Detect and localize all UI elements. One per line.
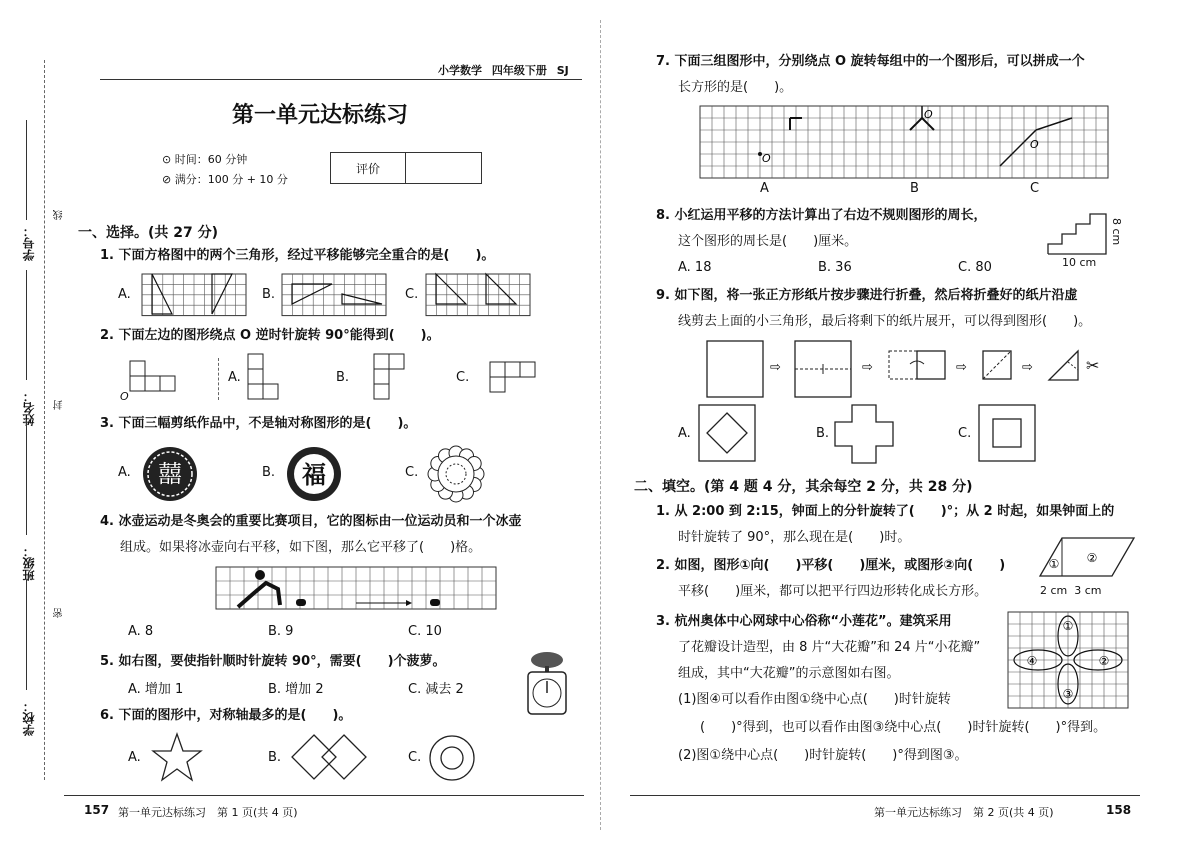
page-title: 第一单元达标练习 — [232, 103, 409, 128]
side-number-label: 学号： — [22, 225, 36, 261]
svg-text:O: O — [1030, 138, 1039, 151]
q7-label-b[interactable]: B — [910, 181, 919, 196]
q4-line2: 组成。如果将冰壶向右平移，如下图，那么它平移了( )格。 — [120, 540, 482, 555]
q6-opt-a[interactable]: A. — [128, 750, 141, 765]
svg-text:④: ④ — [1026, 654, 1038, 668]
q7-rotation-grid — [700, 106, 1108, 178]
arrow-icon: ⇨ — [770, 360, 781, 375]
fold-step-1 — [706, 340, 764, 398]
q9-shape-b — [834, 404, 894, 464]
q2-origin-figure — [120, 356, 190, 404]
q2-opt-c[interactable]: C. — [456, 370, 470, 385]
q4-line1: 4. 冰壶运动是冬奥会的重要比赛项目，它的图标由一位运动员和一个冰壶 — [100, 514, 522, 529]
q1-grid-b — [282, 274, 386, 316]
arrow-icon: ⇨ — [862, 360, 873, 375]
clock-icon: ⊙ — [162, 153, 175, 166]
q8-width-label: 10 cm — [1062, 256, 1097, 269]
f1-line1: 1. 从 2:00 到 2:15，钟面上的分针旋转了( )°；从 2 时起，如果钟面上的 — [656, 504, 1115, 519]
svg-text:②: ② — [1086, 551, 1098, 565]
section2-title: 二、填空。(第 4 题 4 分，其余每空 2 分，共 28 分) — [634, 479, 973, 495]
q2-divider — [218, 358, 219, 400]
fold-step-3 — [888, 350, 946, 382]
q7-label-c[interactable]: C — [1030, 181, 1040, 196]
q7-line1: 7. 下面三组图形中，分别绕点 O 旋转每组中的一个图形后，可以拼成一个 — [656, 54, 1085, 69]
svg-text:福: 福 — [302, 461, 326, 489]
side-number-blank — [26, 120, 27, 220]
q8-opt-c[interactable]: C. 80 — [958, 260, 992, 275]
fold-step-2 — [794, 340, 854, 398]
q2-figure-c — [490, 362, 550, 398]
f3-line2: 了花瓣设计造型，由 8 片“大花瓣”和 24 片“小花瓣” — [678, 640, 981, 655]
svg-text:③: ③ — [1062, 687, 1074, 701]
rating-blank[interactable] — [406, 153, 481, 183]
q3-opt-b[interactable]: B. — [262, 465, 276, 480]
q1-opt-c[interactable]: C. — [405, 287, 419, 302]
footer-right-text: 第一单元达标练习 第 2 页(共 4 页) — [874, 806, 1054, 819]
q7-label-a[interactable]: A — [760, 181, 769, 196]
header-edition: SJ — [556, 64, 569, 77]
papercut-fu-icon — [284, 446, 344, 502]
side-mi: 密 — [54, 608, 65, 618]
q4-opt-c[interactable]: C. 10 — [408, 624, 442, 639]
f3-line3: 组成，其中“大花瓣”的示意图如右图。 — [678, 666, 900, 681]
svg-text:O: O — [762, 152, 771, 165]
q2-text: 2. 下面左边的图形绕点 O 逆时针旋转 90°能得到( )。 — [100, 328, 440, 343]
q4-opt-b[interactable]: B. 9 — [268, 624, 294, 639]
q8-height-label: 8 cm — [1110, 218, 1123, 246]
q8-opt-a[interactable]: A. 18 — [678, 260, 712, 275]
double-diamond-shape — [292, 734, 366, 780]
svg-text:①: ① — [1062, 619, 1074, 633]
papercut-xi-icon — [140, 446, 200, 502]
footer-left-page: 157 — [84, 803, 110, 817]
q4-opt-a[interactable]: A. 8 — [128, 624, 154, 639]
f2-dims: 2 cm 3 cm — [1040, 584, 1102, 597]
q1-text: 1. 下面方格图中的两个三角形，经过平移能够完全重合的是( )。 — [100, 248, 495, 263]
svg-text:①: ① — [1048, 557, 1060, 571]
q8-opt-b[interactable]: B. 36 — [818, 260, 852, 275]
svg-text:O: O — [924, 108, 933, 121]
q2-figure-b — [374, 354, 414, 402]
ring-shape — [428, 734, 476, 782]
f3-sub1b: ( )°得到，也可以看作由图③绕中心点( )时针旋转( )°得到。 — [700, 720, 1107, 735]
papercut-flower-icon — [426, 446, 486, 502]
header-subject: 小学数学 — [438, 64, 482, 77]
info-time: ⊙ 时间：60 分钟 — [162, 153, 248, 166]
page-divider — [600, 20, 602, 830]
header-rule — [100, 79, 582, 80]
side-school-blank — [26, 580, 27, 690]
q9-shape-a — [698, 404, 756, 462]
header-grade: 四年级下册 — [491, 64, 547, 77]
q9-opt-b[interactable]: B. — [816, 426, 830, 441]
scale-pineapple-icon — [522, 650, 572, 716]
info-score: ⊘ 满分：100 分 + 10 分 — [162, 173, 288, 186]
header — [438, 62, 569, 78]
q9-line2: 线剪去上面的小三角形，最后将剩下的纸片展开，可以得到图形( )。 — [678, 314, 1092, 329]
check-icon: ⊘ — [162, 173, 175, 186]
q9-opt-a[interactable]: A. — [678, 426, 691, 441]
side-class-blank — [26, 420, 27, 535]
arrow-icon: ⇨ — [1022, 360, 1033, 375]
f3-sub2: (2)图①绕中心点( )时针旋转( )°得到图③。 — [678, 748, 968, 763]
q1-opt-b[interactable]: B. — [262, 287, 276, 302]
svg-text:②: ② — [1098, 654, 1110, 668]
q2-o-label: O — [120, 390, 129, 403]
q6-opt-c[interactable]: C. — [408, 750, 422, 765]
q2-figure-a — [248, 354, 288, 402]
lotus-petal-grid — [1008, 612, 1132, 708]
fold-step-4 — [982, 350, 1014, 382]
q1-opt-a[interactable]: A. — [118, 287, 131, 302]
footer-right-rule — [630, 795, 1140, 796]
q5-text: 5. 如右图，要使指针顺时针旋转 90°，需要( )个菠萝。 — [100, 654, 446, 669]
q2-opt-b[interactable]: B. — [336, 370, 350, 385]
binding-line — [44, 60, 45, 780]
q4-curling-grid — [216, 567, 496, 615]
rating-box — [330, 152, 482, 184]
q5-opt-b[interactable]: B. 增加 2 — [268, 682, 324, 697]
q3-opt-a[interactable]: A. — [118, 465, 131, 480]
q1-grid-a — [142, 274, 246, 316]
arrow-icon: ⇨ — [956, 360, 967, 375]
q5-opt-a[interactable]: A. 增加 1 — [128, 682, 184, 697]
f3-sub1: (1)图④可以看作由图①绕中心点( )时针旋转 — [678, 692, 951, 707]
side-school-label: 学校： — [22, 700, 36, 736]
side-class-label: 班级： — [22, 545, 36, 581]
q1-grid-c — [426, 274, 530, 316]
side-xian: 线 — [54, 210, 65, 220]
q6-text: 6. 下面的图形中，对称轴最多的是( )。 — [100, 708, 352, 723]
fold-step-5 — [1048, 350, 1088, 382]
q8-line2: 这个图形的周长是( )厘米。 — [678, 234, 858, 249]
scissors-icon: ✂ — [1086, 356, 1100, 375]
q9-opt-c[interactable]: C. — [958, 426, 972, 441]
q9-line1: 9. 如下图，将一张正方形纸片按步骤进行折叠，然后将折叠好的纸片沿虚 — [656, 288, 1078, 303]
rating-label: 评价 — [331, 153, 406, 183]
footer-right-page: 158 — [1106, 803, 1132, 817]
f3-line1: 3. 杭州奥体中心网球中心俗称“小莲花”。建筑采用 — [656, 614, 952, 629]
q2-opt-a[interactable]: A. — [228, 370, 241, 385]
q8-line1: 8. 小红运用平移的方法计算出了右边不规则图形的周长， — [656, 208, 987, 223]
footer-left-text: 第一单元达标练习 第 1 页(共 4 页) — [118, 806, 298, 819]
q7-line2: 长方形的是( )。 — [678, 80, 793, 95]
q3-opt-c[interactable]: C. — [405, 465, 419, 480]
footer-left-rule — [64, 795, 584, 796]
parallelogram-figure — [1040, 536, 1136, 582]
q3-text: 3. 下面三幅剪纸作品中，不是轴对称图形的是( )。 — [100, 416, 417, 431]
svg-text:囍: 囍 — [158, 460, 182, 488]
f2-line2: 平移( )厘米，都可以把平行四边形转化成长方形。 — [678, 584, 988, 599]
q9-shape-c — [978, 404, 1036, 462]
section1-title: 一、选择。(共 27 分) — [78, 225, 219, 241]
f1-line2: 时针旋转了 90°，那么现在是( )时。 — [678, 530, 911, 545]
side-feng: 封 — [54, 400, 65, 410]
side-name-label: 姓名： — [22, 390, 36, 426]
q6-opt-b[interactable]: B. — [268, 750, 282, 765]
side-name-blank — [26, 270, 27, 380]
staircase-figure — [1046, 206, 1116, 256]
q5-opt-c[interactable]: C. 减去 2 — [408, 682, 464, 697]
f2-line1: 2. 如图，图形①向( )平移( )厘米，或图形②向( ) — [656, 558, 1006, 573]
star-shape — [150, 732, 204, 782]
